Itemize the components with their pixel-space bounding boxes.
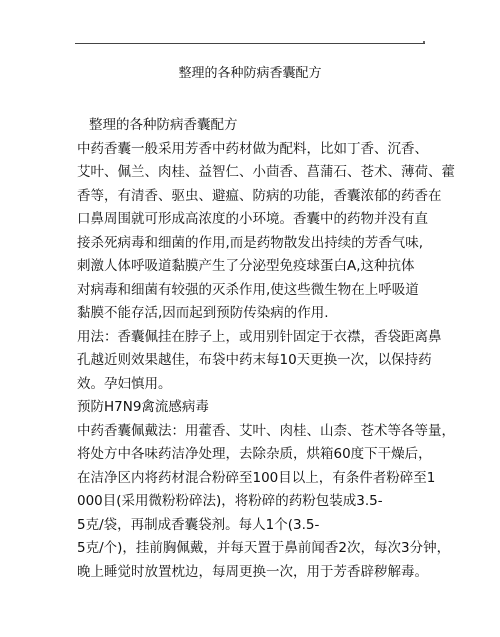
body-line: 在洁净区内将药材混合粉碎至100目以上，有条件者粉碎至1 (77, 469, 436, 486)
body-line: 香等，有清香、驱虫、避瘟、防病的功能，香囊浓郁的药香在 (77, 187, 442, 204)
body-line: 将处方中各味药洁净处理，去除杂质，烘箱60度下干燥后， (77, 446, 432, 462)
header-rule-mark (423, 41, 425, 43)
document-title: 整理的各种防病香囊配方 (178, 66, 322, 81)
body-line: 对病毒和细菌有较强的灭杀作用,使这些微生物在上呼吸道 (77, 281, 419, 298)
body-line: 晚上睡觉时放置枕边，每周更换一次，用于芳香辟秽解毒。 (77, 563, 428, 580)
body-line: 黏膜不能存活,因而起到预防传染病的作用. (77, 305, 329, 321)
body-line: 接杀死病毒和细菌的作用,而是药物散发出持续的芳香气味, (77, 234, 424, 251)
usage-line: 孔越近则效果越佳，布袋中药末每10天更换一次，以保持药 (77, 352, 432, 368)
body-line: 口鼻周围就可形成高浓度的小环境。香囊中的药物并没有直 (77, 211, 428, 227)
body-line: 5克/个)，挂前胸佩戴，并每天置于鼻前闻香2次，每次3分钟， (77, 540, 451, 556)
usage-line: 效。孕妇慎用。 (77, 375, 172, 392)
body-line: 5克/袋，再制成香囊袋剂。每人1个(3.5- (77, 516, 320, 533)
body-line: 中药香囊一般采用芳香中药材做为配料，比如丁香、沉香、 (77, 140, 428, 157)
body-line: 刺激人体呼吸道黏膜产生了分泌型免疫球蛋白A,这种抗体 (77, 258, 415, 274)
header-rule (75, 43, 425, 44)
body-line: 中药香囊佩戴法：用藿香、艾叶、肉桂、山柰、苍术等各等量， (77, 422, 455, 439)
body-line: 艾叶、佩兰、肉桂、益智仁、小茴香、菖蒲石、苍术、薄荷、藿 (77, 164, 455, 180)
usage-line: 用法：香囊佩挂在脖子上，或用别针固定于衣襟，香袋距离鼻 (77, 328, 442, 345)
document-body (77, 114, 455, 584)
section-heading: 整理的各种防病香囊配方 (89, 117, 238, 133)
body-line: 000目(采用微粉粉碎法)，将粉碎的药粉包装成3.5- (77, 493, 383, 509)
section-heading: 预防H7N9禽流感病毒 (77, 399, 209, 415)
